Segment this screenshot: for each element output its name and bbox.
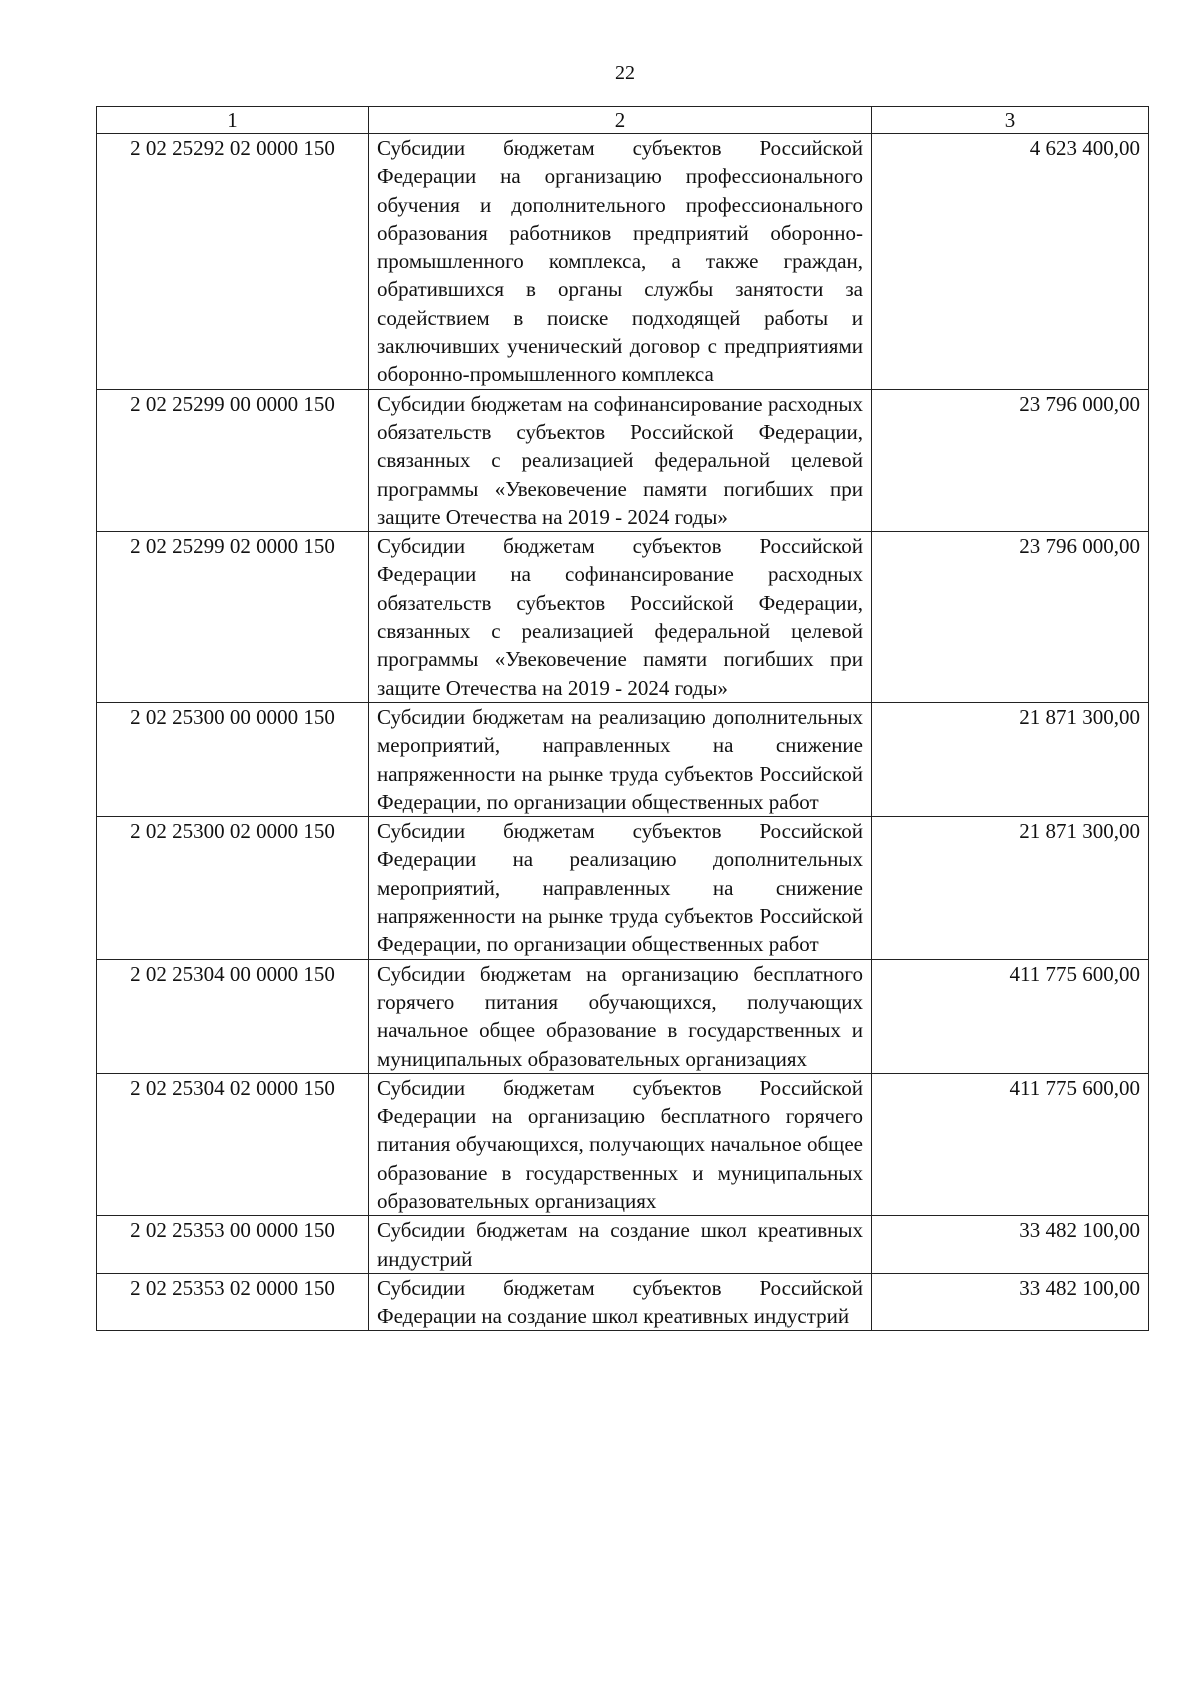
column-header-description: 2 [369, 107, 872, 134]
revenue-description: Субсидии бюджетам на создание школ креативных индустрий [369, 1216, 872, 1274]
table-row [97, 1273, 1149, 1331]
revenue-description: Субсидии бюджетам субъектов Российской Федерации на организацию бесплатного горячего питания обучающихся, получающих начальное общее образование в государственных и муниципальных образовательных организациях [369, 1073, 872, 1215]
budget-code: 2 02 25300 02 0000 150 [97, 817, 369, 959]
column-header-amount: 3 [872, 107, 1149, 134]
budget-code: 2 02 25353 02 0000 150 [97, 1273, 369, 1331]
amount: 33 482 100,00 [872, 1216, 1149, 1274]
amount: 33 482 100,00 [872, 1273, 1149, 1331]
amount: 411 775 600,00 [872, 959, 1149, 1073]
budget-revenue-table [96, 106, 1149, 1331]
revenue-description: Субсидии бюджетам на реализацию дополнительных мероприятий, направленных на снижение напряженности на рынке труда субъектов Российской Федерации, по организации общественных работ [369, 702, 872, 816]
revenue-description: Субсидии бюджетам субъектов Российской Федерации на реализацию дополнительных мероприятий, направленных на снижение напряженности на рынке труда субъектов Российской Федерации, по организации общественных работ [369, 817, 872, 959]
budget-code: 2 02 25300 00 0000 150 [97, 702, 369, 816]
revenue-description: Субсидии бюджетам субъектов Российской Федерации на организацию профессионального обучения и дополнительного профессионального образования работников предприятий оборонно-промышленного комплекса, а также граждан, обратившихся в органы службы занятости за содействием в поиске подходящей работы и заключивших ученический договор с предприятиями оборонно-промышленного комплекса [369, 134, 872, 390]
revenue-description: Субсидии бюджетам на софинансирование расходных обязательств субъектов Российской Федерации, связанных с реализацией федеральной целевой программы «Увековечение памяти погибших при защите Отечества на 2019 - 2024 годы» [369, 389, 872, 531]
budget-code: 2 02 25299 02 0000 150 [97, 532, 369, 703]
column-header-code: 1 [97, 107, 369, 134]
table-row [97, 959, 1149, 1073]
table-row [97, 532, 1149, 703]
page-number: 22 [615, 62, 635, 84]
amount: 23 796 000,00 [872, 389, 1149, 531]
amount: 411 775 600,00 [872, 1073, 1149, 1215]
table-row [97, 702, 1149, 816]
revenue-description: Субсидии бюджетам субъектов Российской Федерации на создание школ креативных индустрий [369, 1273, 872, 1331]
table-row [97, 389, 1149, 531]
amount: 21 871 300,00 [872, 817, 1149, 959]
amount: 4 623 400,00 [872, 134, 1149, 390]
amount: 23 796 000,00 [872, 532, 1149, 703]
table-row [97, 1073, 1149, 1215]
revenue-description: Субсидии бюджетам субъектов Российской Федерации на софинансирование расходных обязательств субъектов Российской Федерации, связанных с реализацией федеральной целевой программы «Увековечение памяти погибших при защите Отечества на 2019 - 2024 годы» [369, 532, 872, 703]
budget-code: 2 02 25353 00 0000 150 [97, 1216, 369, 1274]
table-row [97, 1216, 1149, 1274]
revenue-description: Субсидии бюджетам на организацию бесплатного горячего питания обучающихся, получающих начальное общее образование в государственных и муниципальных образовательных организациях [369, 959, 872, 1073]
amount: 21 871 300,00 [872, 702, 1149, 816]
budget-code: 2 02 25292 02 0000 150 [97, 134, 369, 390]
budget-code: 2 02 25304 02 0000 150 [97, 1073, 369, 1215]
budget-code: 2 02 25304 00 0000 150 [97, 959, 369, 1073]
table-header-row [97, 107, 1149, 134]
table-row [97, 134, 1149, 390]
table-row [97, 817, 1149, 959]
budget-code: 2 02 25299 00 0000 150 [97, 389, 369, 531]
